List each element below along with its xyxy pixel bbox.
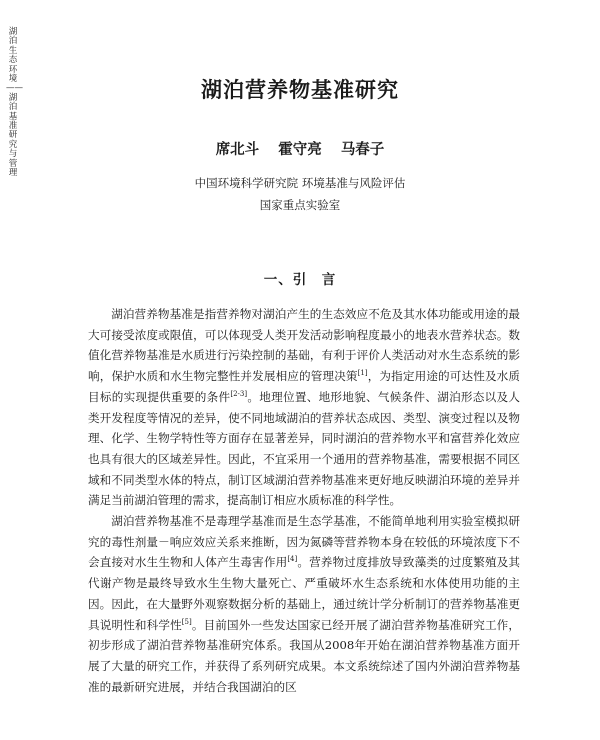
affiliation-line: 国家重点实验室 — [259, 198, 341, 212]
paper-title: 湖泊营养物基准研究 — [201, 78, 399, 102]
text-run: 。目前国外一些发达国家已经开展了湖泊营养物基准研究工作，初步形成了湖泊营养物基准研究体系。我国从2008年开始在湖泊营养物基准方面开展了大量的研究工作，并获得了系列研究成果。本文系统综述了国内外湖泊营养物基准的最新研究进展，并结合我国湖泊的区 — [88, 617, 520, 694]
text-run: 。营养物过度排放导致藻类的过度繁殖及其代谢产物是最终导致水生生物大量死亡、严重破坏水生态系统和水体使用功能的主因。因此，在大量野外观察数据分析的基础上，通过统计学分析制订的营养物基准更具说明性和科学性 — [88, 555, 520, 632]
section-heading: 一、引 言 — [263, 272, 337, 288]
affiliation-line: 中国环境科学研究院 环境基准与风险评估 — [194, 176, 406, 190]
text-run: 湖泊营养物基准是指营养物对湖泊产生的生态效应不危及其水体功能或用途的最大可接受浓度或限值，可以体现受人类开发活动影响程度最小的地表水营养状态。数值化营养物基准是水质进行污染控制的基础，有利于评价人类活动对水生态系统的影响，保护水质和水生物完整性并发展相应的管理决策 — [88, 307, 520, 384]
affiliation — [0, 172, 600, 216]
author-name: 马春子 — [340, 142, 385, 158]
text-run: ，为指定用途的可达性及水质目标的实现提供重要的条件 — [88, 369, 520, 404]
author-name: 席北斗 — [215, 142, 260, 158]
running-head-bottom: 湖泊基准研究与管理 — [8, 92, 18, 179]
body-text — [88, 304, 520, 697]
running-head-divider: —— — [6, 83, 23, 94]
text-run: 。地理位置、地形地貌、气候条件、湖泊形态以及人类开发程度等情况的差异，使不同地域湖泊的营养状态成因、类型、演变过程以及物理、化学、生物学特性等方面存在显著差异，同时湖泊的营养物水平和富营养化效应也具有很大的区域差异性。因此，不宜采用一个通用的营养物基准，需要根据不同区域和不同类型水体的特点，制订区域湖泊营养物基准来更好地反映湖泊环境的差异并满足当前湖泊管理的需求，提高制订相应水质标准的科学性。 — [88, 389, 520, 508]
running-head-top: 湖泊生态环境 — [8, 27, 18, 85]
citation: [1] — [357, 369, 368, 378]
paragraph — [88, 304, 520, 511]
citation: [4] — [287, 555, 298, 564]
author-list — [0, 138, 600, 159]
paragraph — [88, 511, 520, 697]
citation: [2-3] — [230, 389, 248, 398]
author-name: 霍守亮 — [278, 142, 322, 158]
citation: [5] — [181, 617, 192, 626]
text-run: 湖泊营养物基准不是毒理学基准而是生态学基准，不能简单地利用实验室模拟研究的毒性剂量－响应效应关系来推断，因为氮磷等营养物本身在较低的环境浓度下不会直接对水生生物和人体产生毒害作用 — [88, 514, 520, 570]
